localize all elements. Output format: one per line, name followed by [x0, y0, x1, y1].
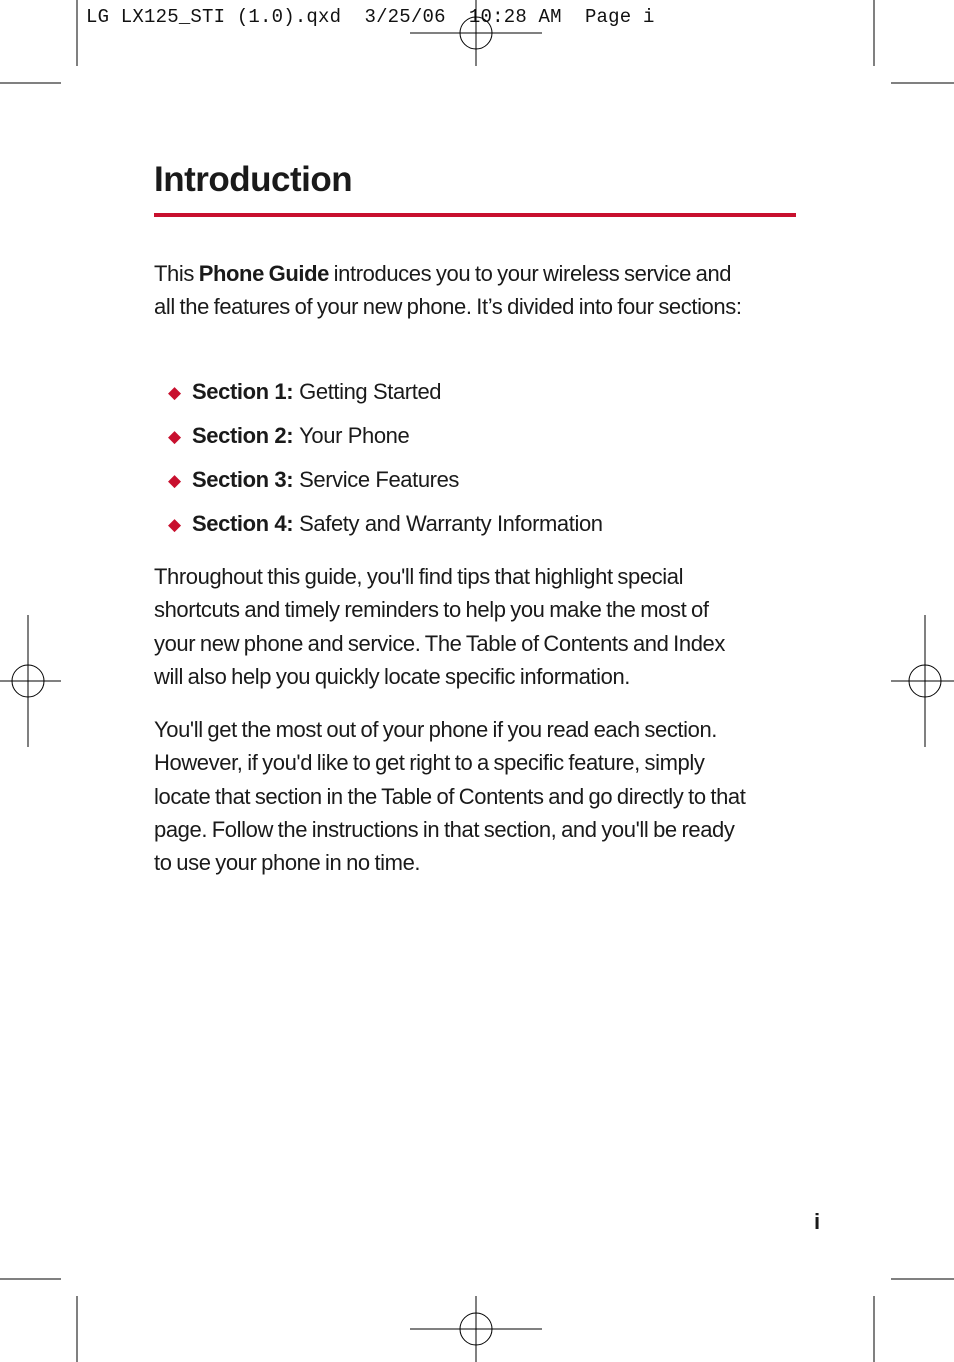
slug-file: LG LX125_STI (1.0).qxd	[86, 6, 342, 28]
slug-date: 3/25/06	[364, 6, 446, 28]
section-label: Section 4:	[192, 511, 294, 536]
diamond-bullet-icon: ◆	[168, 515, 181, 534]
slug-time: 10:28 AM	[468, 6, 562, 28]
section-label: Section 2:	[192, 423, 294, 448]
diamond-bullet-icon: ◆	[168, 427, 181, 446]
diamond-bullet-icon: ◆	[168, 471, 181, 490]
section-name: Service Features	[299, 467, 460, 492]
section-name: Safety and Warranty Information	[299, 511, 603, 536]
intro-rest: introduces you to your wireless service and all the features of your new phone. It’s divided into four sections:	[154, 261, 742, 320]
page-number: i	[814, 1209, 821, 1234]
diamond-bullet-icon: ◆	[168, 383, 181, 402]
registration-target-icon	[410, 0, 542, 66]
registration-target-icon	[410, 1296, 542, 1362]
registration-target-icon	[0, 615, 61, 747]
phone-guide-emphasis: Phone Guide	[198, 261, 329, 286]
usage-paragraph: You'll get the most out of your phone if you read each section. However, if you'd like to get right to a specific feature, simply locate that section in the Table of Contents and go directly to that page. Follow the instructions in that section, and you'll be ready to use your phone in no time.	[154, 717, 746, 876]
tips-paragraph: Throughout this guide, you'll find tips that highlight special shortcuts and timely reminders to help you make the most of your new phone and service. The Table of Contents and Index will also help you quickly locate specific information.	[154, 564, 725, 689]
section-name: Getting Started	[299, 379, 442, 404]
intro-lead: This	[154, 261, 199, 286]
section-label: Section 1:	[192, 379, 294, 404]
section-name: Your Phone	[299, 423, 410, 448]
slug-page: Page i	[584, 6, 655, 28]
registration-target-icon	[891, 615, 954, 747]
page-title: Introduction	[154, 160, 353, 199]
section-label: Section 3:	[192, 467, 294, 492]
